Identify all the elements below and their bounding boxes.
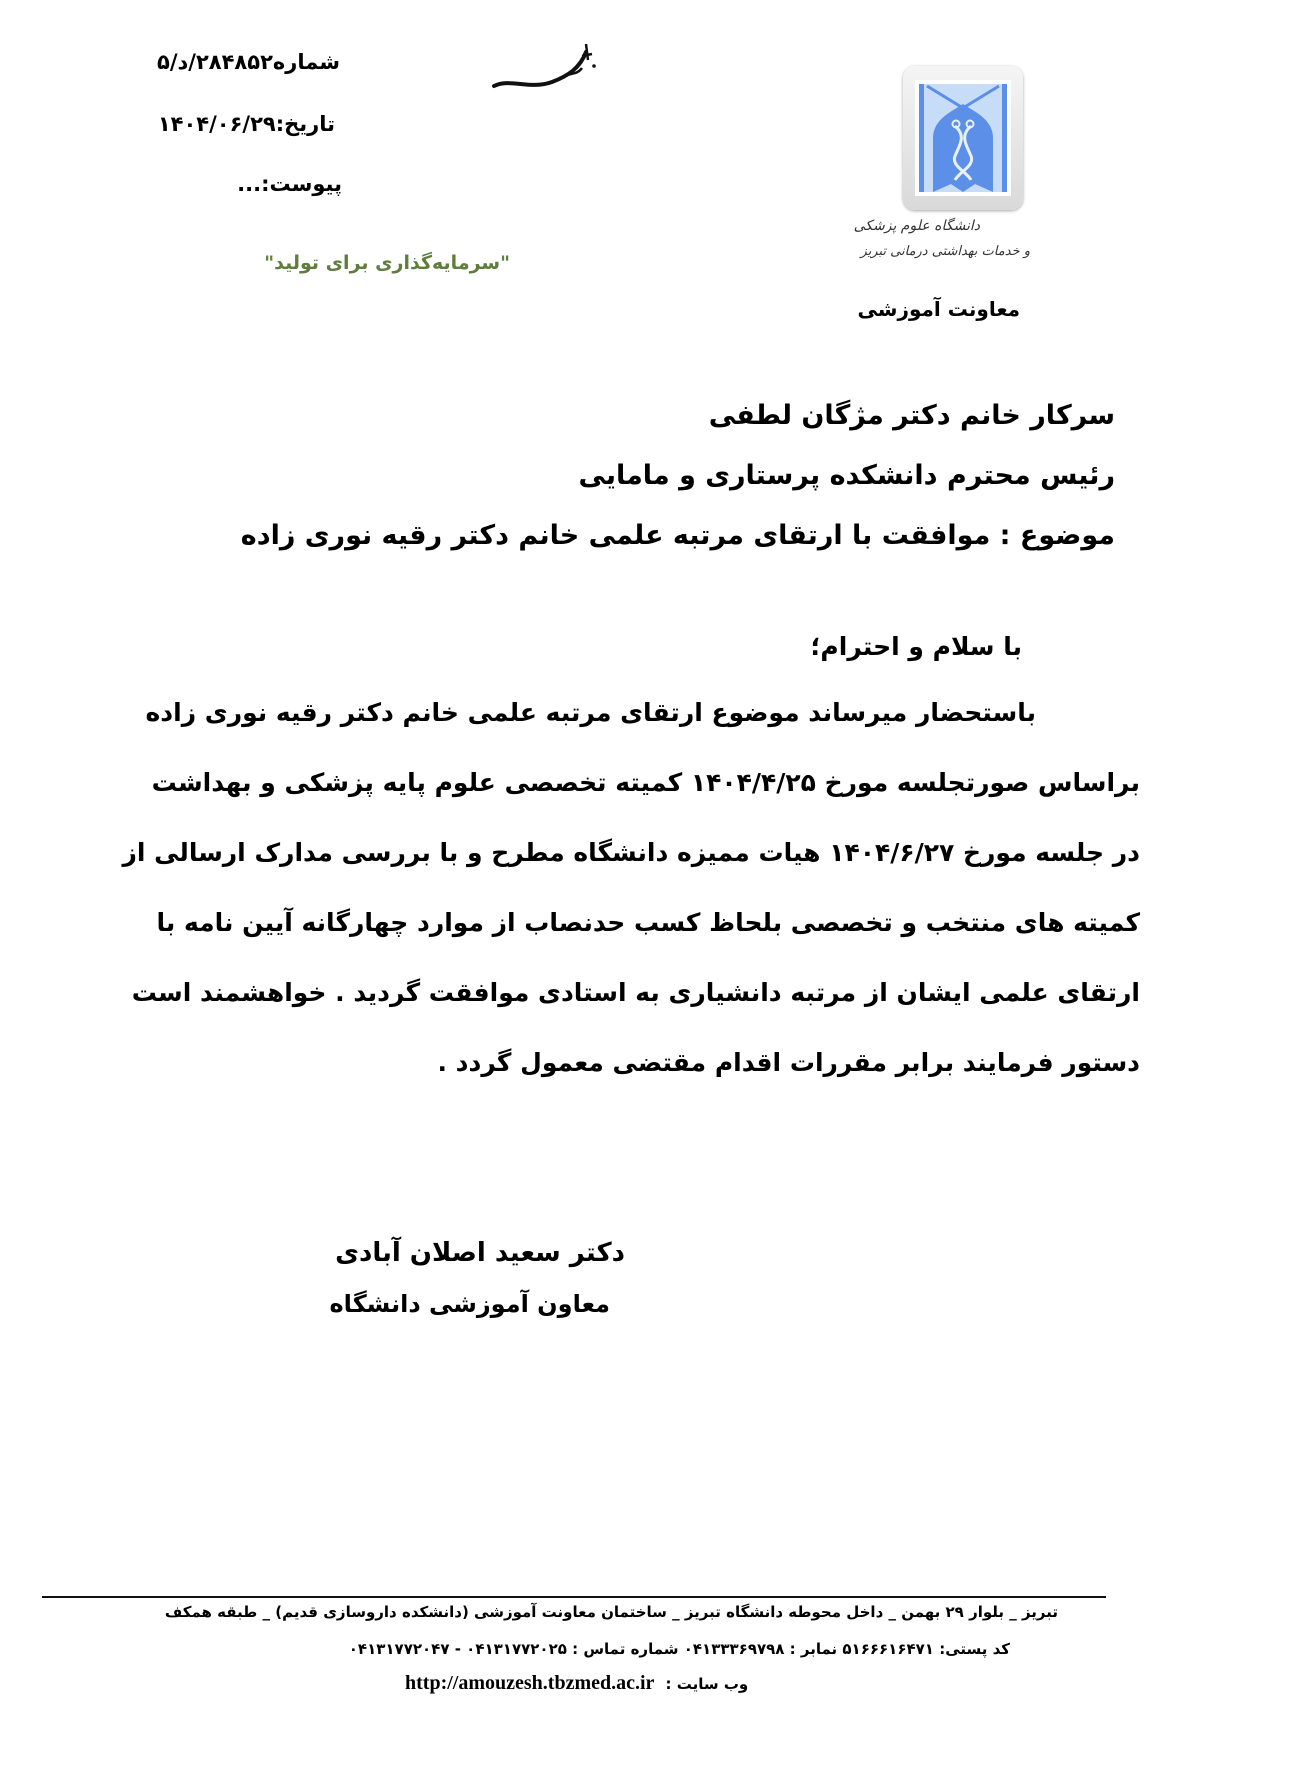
footer-website [405,1672,748,1695]
letter-attachment: پیوست:... [237,172,342,196]
body-line: ارتقای علمی ایشان از مرتبه دانشیاری به استادی موافقت گردید . خواهشمند است [131,978,1140,1007]
letter-date: تاریخ:۱۴۰۴/۰۶/۲۹ [157,112,335,136]
logo-calligraphy-line1: دانشگاه علوم پزشکی [853,218,980,234]
website-link[interactable]: http://amouzesh.tbzmed.ac.ir [405,1672,655,1694]
slogan: "سرمایه‌گذاری برای تولید" [264,252,510,274]
university-logo [903,66,1023,210]
letter-number: شماره۲۸۴۸۵۲/د/۵ [157,50,340,74]
footer-contact: کد پستی: ۵۱۶۶۶۱۶۴۷۱ نمابر : ۰۴۱۳۳۳۶۹۷۹۸ شماره تماس : ۰۴۱۳۱۷۷۲۰۲۵ - ۰۴۱۳۱۷۷۲۰۴۷ [348,1640,1010,1658]
department-name: معاونت آموزشی [857,297,1020,321]
footer-address: تبریز _ بلوار ۲۹ بهمن _ داخل محوطه دانشگاه تبریز _ ساختمان معاونت آموزشی (دانشکده داروسازی قدیم) _ طبقه همکف [164,1603,1058,1621]
logo-calligraphy-line2: و خدمات بهداشتی درمانی تبریز [860,244,1030,259]
signatory-name: دکتر سعید اصلان آبادی [335,1238,625,1268]
university-emblem-icon [915,80,1011,196]
signatory-title: معاون آموزشی دانشگاه [329,1290,610,1318]
recipient-name: سرکار خانم دکتر مژگان لطفی [708,400,1115,431]
body-line: کمیته های منتخب و تخصصی بلحاظ کسب حدنصاب از موارد چهارگانه آیین نامه با [156,908,1140,937]
body-line: دستور فرمایند برابر مقررات اقدام مقتضی معمول گردد . [437,1048,1140,1077]
greeting: با سلام و احترام؛ [810,632,1022,661]
basmala-signature-icon [490,38,600,94]
recipient-title: رئیس محترم دانشکده پرستاری و مامایی [578,460,1115,491]
body-line: براساس صورتجلسه مورخ ۱۴۰۴/۴/۲۵ کمیته تخصصی علوم پایه پزشکی و بهداشت [151,768,1140,797]
website-label: وب سایت : [665,1675,749,1693]
basmala-calligraphy [490,38,600,94]
letter-subject: موضوع : موافقت با ارتقای مرتبه علمی خانم دکتر رقیه نوری زاده [240,520,1115,551]
body-line: در جلسه مورخ ۱۴۰۴/۶/۲۷ هیات ممیزه دانشگاه مطرح و با بررسی مدارک ارسالی از [122,838,1140,867]
footer-divider [42,1596,1106,1598]
body-line: باستحضار میرساند موضوع ارتقای مرتبه علمی خانم دکتر رقیه نوری زاده [145,698,1036,727]
